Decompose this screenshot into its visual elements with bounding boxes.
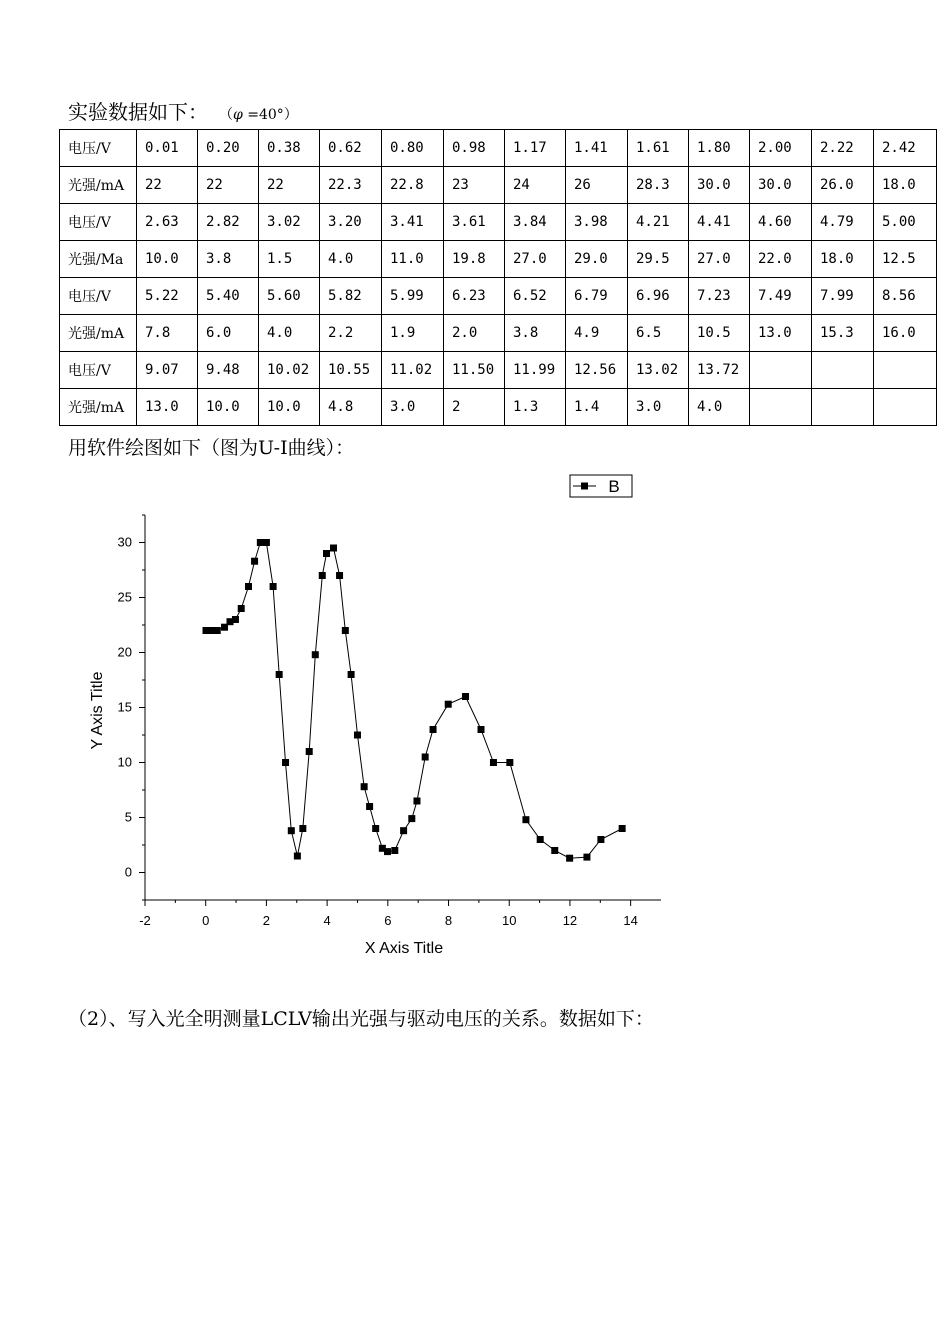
data-point xyxy=(537,836,544,843)
table-cell: 4.79 xyxy=(812,204,874,241)
table-cell: 3.02 xyxy=(259,204,320,241)
table-cell: 5.22 xyxy=(137,278,198,315)
table-cell: 2.2 xyxy=(320,315,382,352)
data-point xyxy=(551,847,558,854)
table-cell: 2.22 xyxy=(812,130,874,167)
table-cell: 18.0 xyxy=(812,241,874,278)
table-cell: 4.0 xyxy=(259,315,320,352)
data-point xyxy=(408,815,415,822)
table-cell: 0.98 xyxy=(444,130,505,167)
row-label: 电压/V xyxy=(60,130,137,167)
table-cell: 10.0 xyxy=(137,241,198,278)
row-label: 光强/mA xyxy=(60,389,137,426)
table-cell: 28.3 xyxy=(628,167,689,204)
table-cell: 5.82 xyxy=(320,278,382,315)
table-cell: 10.0 xyxy=(259,389,320,426)
table-cell: 10.55 xyxy=(320,352,382,389)
data-point xyxy=(422,754,429,761)
table-cell xyxy=(874,389,937,426)
legend-label: B xyxy=(608,477,620,496)
table-row xyxy=(60,130,937,167)
data-point xyxy=(276,671,283,678)
ui-curve-chart xyxy=(0,460,950,980)
table-cell: 1.4 xyxy=(566,389,628,426)
table-cell: 26.0 xyxy=(812,167,874,204)
data-point xyxy=(566,855,573,862)
table-cell: 9.07 xyxy=(137,352,198,389)
data-table-body xyxy=(60,130,937,426)
x-tick-label: 4 xyxy=(323,913,331,928)
x-axis-title: X Axis Title xyxy=(364,940,444,957)
y-tick-label: 5 xyxy=(124,809,132,825)
data-point xyxy=(413,798,420,805)
table-cell xyxy=(812,389,874,426)
table-cell: 19.8 xyxy=(444,241,505,278)
table-cell xyxy=(750,389,812,426)
table-cell: 5.00 xyxy=(874,204,937,241)
table-cell: 4.8 xyxy=(320,389,382,426)
data-point xyxy=(294,853,301,860)
table-cell: 11.02 xyxy=(382,352,444,389)
y-tick-label: 30 xyxy=(117,534,132,550)
x-tick-label: 10 xyxy=(502,913,517,928)
table-cell: 0.20 xyxy=(198,130,259,167)
data-point xyxy=(238,605,245,612)
table-cell: 29.5 xyxy=(628,241,689,278)
table-cell: 18.0 xyxy=(874,167,937,204)
table-cell: 3.41 xyxy=(382,204,444,241)
x-tick-label: 14 xyxy=(623,913,638,928)
legend-marker xyxy=(581,483,588,490)
row-label: 光强/mA xyxy=(60,315,137,352)
angle-note: （φ =40°） xyxy=(226,107,298,123)
row-label: 电压/V xyxy=(60,278,137,315)
table-cell: 6.96 xyxy=(628,278,689,315)
phi-symbol: φ xyxy=(233,107,243,123)
table-cell: 24 xyxy=(505,167,566,204)
table-cell: 6.23 xyxy=(444,278,505,315)
table-cell: 3.8 xyxy=(198,241,259,278)
table-row xyxy=(60,352,937,389)
table-cell: 13.02 xyxy=(628,352,689,389)
data-point xyxy=(319,572,326,579)
table-row xyxy=(60,389,937,426)
data-point xyxy=(306,748,313,755)
data-point xyxy=(245,583,252,590)
data-point xyxy=(619,825,626,832)
row-label: 光强/mA xyxy=(60,167,137,204)
data-point xyxy=(354,732,361,739)
section-heading xyxy=(68,96,298,125)
row-label: 电压/V xyxy=(60,204,137,241)
row-label: 光强/Ma xyxy=(60,241,137,278)
data-point xyxy=(270,583,277,590)
table-cell: 4.9 xyxy=(566,315,628,352)
data-point xyxy=(330,545,337,552)
table-cell: 22.3 xyxy=(320,167,382,204)
x-tick-label: 8 xyxy=(444,913,453,928)
table-cell: 7.23 xyxy=(689,278,750,315)
table-cell: 6.5 xyxy=(628,315,689,352)
x-tick-label: 2 xyxy=(262,913,271,928)
table-cell: 13.72 xyxy=(689,352,750,389)
table-cell: 0.38 xyxy=(259,130,320,167)
table-cell: 6.0 xyxy=(198,315,259,352)
table-cell: 2 xyxy=(444,389,505,426)
table-cell: 10.5 xyxy=(689,315,750,352)
table-cell: 11.99 xyxy=(505,352,566,389)
y-tick-label: 25 xyxy=(117,589,132,605)
data-point xyxy=(506,759,513,766)
table-cell: 15.3 xyxy=(812,315,874,352)
data-point xyxy=(348,671,355,678)
data-point xyxy=(430,726,437,733)
table-cell: 3.20 xyxy=(320,204,382,241)
row-label: 电压/V xyxy=(60,352,137,389)
table-cell: 4.0 xyxy=(320,241,382,278)
x-tick-label: 0 xyxy=(202,913,210,928)
table-cell: 2.82 xyxy=(198,204,259,241)
table-cell: 3.98 xyxy=(566,204,628,241)
table-cell: 11.0 xyxy=(382,241,444,278)
table-row xyxy=(60,278,937,315)
x-tick-label: 12 xyxy=(562,913,578,928)
table-cell: 29.0 xyxy=(566,241,628,278)
table-cell: 22 xyxy=(137,167,198,204)
y-tick-label: 15 xyxy=(117,699,132,715)
data-point xyxy=(445,701,452,708)
data-point xyxy=(257,539,264,546)
table-cell: 7.8 xyxy=(137,315,198,352)
data-point xyxy=(391,847,398,854)
data-point xyxy=(384,848,391,855)
data-point xyxy=(251,558,258,565)
x-tick-label: -2 xyxy=(139,913,151,928)
data-point xyxy=(490,759,497,766)
table-cell: 4.41 xyxy=(689,204,750,241)
table-cell: 1.3 xyxy=(505,389,566,426)
table-cell: 22 xyxy=(259,167,320,204)
data-point xyxy=(583,854,590,861)
data-point xyxy=(597,836,604,843)
table-cell xyxy=(812,352,874,389)
table-cell: 1.5 xyxy=(259,241,320,278)
table-cell: 1.41 xyxy=(566,130,628,167)
section-2-heading: （2）、写入光全明测量LCLV输出光强与驱动电压的关系。数据如下： xyxy=(68,1008,654,1030)
table-cell: 1.17 xyxy=(505,130,566,167)
data-point xyxy=(232,616,239,623)
table-row xyxy=(60,241,937,278)
table-cell: 3.8 xyxy=(505,315,566,352)
table-cell: 0.80 xyxy=(382,130,444,167)
chart-caption: 用软件绘图如下（图为U-I曲线）： xyxy=(68,437,355,459)
data-point xyxy=(282,759,289,766)
series-line-B xyxy=(206,543,622,859)
data-point xyxy=(366,803,373,810)
table-cell: 13.0 xyxy=(137,389,198,426)
table-row xyxy=(60,315,937,352)
data-point xyxy=(299,825,306,832)
data-table xyxy=(59,129,937,426)
heading-title: 实验数据如下： xyxy=(68,100,208,124)
table-cell: 3.0 xyxy=(628,389,689,426)
table-cell: 22.8 xyxy=(382,167,444,204)
table-cell: 7.49 xyxy=(750,278,812,315)
table-cell: 23 xyxy=(444,167,505,204)
table-cell: 1.9 xyxy=(382,315,444,352)
table-row xyxy=(60,204,937,241)
table-cell xyxy=(750,352,812,389)
table-row xyxy=(60,167,937,204)
y-tick-label: 0 xyxy=(124,864,132,880)
data-point xyxy=(522,816,529,823)
table-cell: 27.0 xyxy=(505,241,566,278)
data-point xyxy=(263,539,270,546)
data-point xyxy=(336,572,343,579)
table-cell: 12.56 xyxy=(566,352,628,389)
table-cell: 1.80 xyxy=(689,130,750,167)
table-cell: 0.62 xyxy=(320,130,382,167)
table-cell: 1.61 xyxy=(628,130,689,167)
table-cell: 5.99 xyxy=(382,278,444,315)
table-cell: 3.61 xyxy=(444,204,505,241)
y-tick-label: 20 xyxy=(117,644,132,660)
table-cell: 30.0 xyxy=(750,167,812,204)
data-point xyxy=(478,726,485,733)
data-point xyxy=(372,825,379,832)
table-cell: 2.42 xyxy=(874,130,937,167)
table-cell: 9.48 xyxy=(198,352,259,389)
table-cell: 2.63 xyxy=(137,204,198,241)
table-cell xyxy=(874,352,937,389)
y-tick-label: 10 xyxy=(117,754,132,770)
data-point xyxy=(361,783,368,790)
table-cell: 4.21 xyxy=(628,204,689,241)
table-cell: 0.01 xyxy=(137,130,198,167)
table-cell: 11.50 xyxy=(444,352,505,389)
table-cell: 27.0 xyxy=(689,241,750,278)
data-point xyxy=(288,827,295,834)
table-cell: 4.0 xyxy=(689,389,750,426)
data-point xyxy=(342,627,349,634)
table-cell: 8.56 xyxy=(874,278,937,315)
table-cell: 16.0 xyxy=(874,315,937,352)
table-cell: 13.0 xyxy=(750,315,812,352)
data-point xyxy=(312,651,319,658)
table-cell: 10.0 xyxy=(198,389,259,426)
table-cell: 3.84 xyxy=(505,204,566,241)
table-cell: 3.0 xyxy=(382,389,444,426)
table-cell: 5.40 xyxy=(198,278,259,315)
table-cell: 30.0 xyxy=(689,167,750,204)
table-cell: 2.0 xyxy=(444,315,505,352)
data-point xyxy=(323,550,330,557)
table-cell: 7.99 xyxy=(812,278,874,315)
data-point xyxy=(400,827,407,834)
table-cell: 10.02 xyxy=(259,352,320,389)
table-cell: 5.60 xyxy=(259,278,320,315)
table-cell: 2.00 xyxy=(750,130,812,167)
table-cell: 4.60 xyxy=(750,204,812,241)
table-cell: 6.52 xyxy=(505,278,566,315)
data-point xyxy=(214,627,221,634)
y-axis-title: Y Axis Title xyxy=(89,671,106,750)
x-tick-label: 6 xyxy=(384,913,392,928)
table-cell: 12.5 xyxy=(874,241,937,278)
table-cell: 22.0 xyxy=(750,241,812,278)
table-cell: 6.79 xyxy=(566,278,628,315)
data-point xyxy=(462,693,469,700)
table-cell: 22 xyxy=(198,167,259,204)
table-cell: 26 xyxy=(566,167,628,204)
